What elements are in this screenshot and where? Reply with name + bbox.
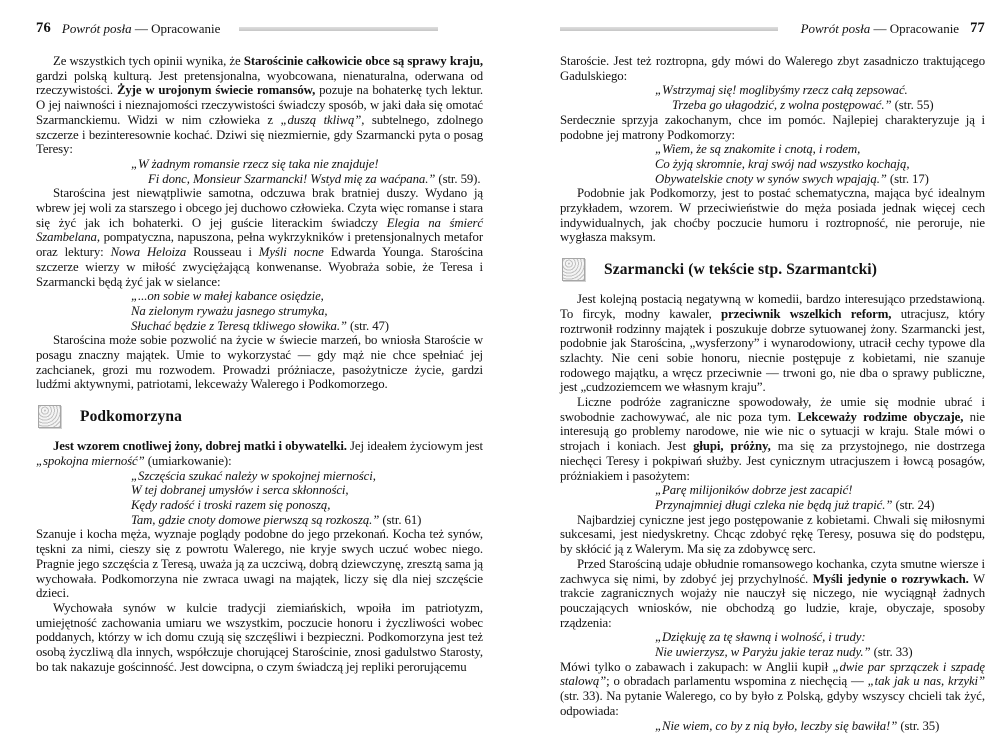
text-segment: Starościna może sobie pozwolić na życie w świecie marzeń, bo wniosła Staroście w posagu znaczny majątek. Umie to wykorzystać — gdy mąż nie chce spełniać jej zachcianek, grozi mu rozwodem. Prowadzi próżniacze, pasożytnicze życie, gardzi ludźmi aktywnymi, patriotami, lekceważy Walerego i Podkomorzego.: [36, 333, 483, 392]
verse-line: [560, 172, 985, 187]
text-segment: , subtelnego, zdolnego szczerze i bezinteresownie kochać. Dziwi się niezmiernie, gdy Szarmancki pyta o posag Teresy:: [36, 112, 484, 157]
verse-line: [36, 483, 483, 498]
page-77: [500, 0, 1000, 733]
text-segment: Tam, gdzie cnoty domowe pierwszą są rozkoszą.”: [131, 512, 380, 527]
text-segment: Jest wzorem cnotliwej żony, dobrej matki i obywatelki.: [53, 439, 347, 454]
text-segment: „Parę milijoników dobrze jest zacapić!: [655, 483, 853, 498]
text-segment: „spokojna mierność”: [36, 453, 145, 468]
verse-line: [560, 645, 985, 660]
verse-quote: [36, 289, 483, 333]
text-segment: gardzi polską kulturą. Jest pretensjonalna, wyobcowana, nienaturalna, oderwana od rzeczywistości.: [36, 68, 483, 98]
text-segment: „Wstrzymaj się! moglibyśmy rzecz całą zepsować.: [655, 83, 908, 98]
text-segment: Co żyją skromnie, kraj swój nad wszystko kochają,: [655, 156, 910, 171]
running-title-italic: Powrót posła: [61, 20, 132, 36]
running-head-right: [560, 20, 985, 37]
text-segment: Przynajmniej długi czleka nie będą już trapić.”: [655, 497, 893, 512]
text-segment: Edwarda Younga. Starościna szczerze wierzy w miłość zwyciężającą konwenanse. Wyobraża sobie, że Teresa i Szarmancki będą żyć jak w sielance:: [36, 245, 483, 289]
text-segment: Liczne podróże zagraniczne spowodowały, że umie się modnie ubrać i swobodnie zachowywać, ale nic poza tym.: [560, 395, 985, 424]
text-segment: Staroście. Jest też roztropna, gdy mówi do Walerego zbyt zasadniczo traktującego Gadulskiego:: [560, 54, 985, 83]
verse-line: [560, 483, 985, 498]
verse-line: [560, 498, 985, 513]
paragraph: [560, 557, 985, 631]
verse-line: [560, 98, 985, 113]
text-segment: Serdecznie sprzyja zakochanym, chce im pomóc. Najlepiej charakteryzuje ją i podobne jej matrony Podkomorzy:: [560, 112, 985, 142]
verse-line: [36, 157, 483, 172]
paragraph: [36, 333, 483, 392]
text-segment: (str. 24): [892, 497, 935, 512]
text-segment: Jej ideałem życiowym jest: [346, 439, 483, 454]
text-segment: (umiarkowanie):: [144, 453, 232, 468]
paragraph: [560, 660, 985, 719]
paragraph: [560, 113, 985, 142]
text-segment: Na zielonym ryważu jasnego strumyka,: [131, 303, 328, 318]
running-title-right: [801, 21, 960, 37]
text-segment: Żyje w urojonym świecie romansów,: [116, 83, 316, 98]
text-segment: Myśli nocne: [258, 245, 324, 260]
text-segment: Fi donc, Monsieur Szarmancki! Wstyd mię za waćpana.”: [148, 171, 436, 186]
text-segment: Kędy radość i troski razem się ponoszą,: [131, 497, 331, 512]
text-segment: (str. 61): [379, 512, 422, 527]
text-segment: utracjusz, który roztrwonił rodzinny majątek i poszukuje dobrze sytuowanej żony. Szarmancki jest, podobnie jak Starościna, „wysferzony” i wynarodowiony, utracił cechy typowe dla szlachty. Nie ceni sobie honoru, niecnie postępuje z kobietami, nie szanuje rodowego majątku, a wręcz przeciwnie — trwoni go, nie dba o sprawy publiczne, jest „cudzoziemcem we własnym kraju”.: [560, 306, 985, 395]
text-segment: Nie uwierzysz, w Paryżu jakie teraz nudy.”: [655, 645, 871, 660]
verse-quote: [36, 157, 483, 186]
text-segment: „Szczęścia szukać należy w spokojnej mierności,: [131, 468, 376, 483]
text-segment: Rousseau i: [186, 245, 259, 260]
verse-line: [560, 142, 985, 157]
paragraph: [560, 395, 985, 483]
verse-line: [36, 469, 483, 484]
text-segment: , pompatyczna, napuszona, pełna wykrzykników i pretensjonalnych metafor oraz lektury:: [36, 230, 483, 260]
text-segment: ; o obradach parlamentu wspomina z niechęcią —: [606, 674, 868, 689]
text-segment: (str. 55): [891, 98, 934, 113]
verse-line: [560, 630, 985, 645]
text-segment: W trakcie zagranicznych wojaży nie nauczył się niczego, nie wyciągnął żadnych pouczających wniosków, nie obchodzą go ludzie, kraje, obyczaje, sposoby rządzenia:: [560, 571, 985, 630]
running-head-left: [36, 20, 483, 37]
text-segment: Szanuje i kocha męża, wyznaje poglądy podobne do jego przekonań. Kocha też synów, tęskni za nimi, cieszy się z powrotu Walerego, nie kryje swych uczuć wobec niego. Pragnie jego szczęścia z Teresą, uważa ją za uczciwą, dobrą dziewczynę, zresztą sama ją wychowała. Podkomorzyna nie zwraca uwagi na majątek, liczy się dla niej szczęście dzieci.: [36, 527, 483, 601]
text-segment: (str. 59).: [435, 171, 481, 186]
text-segment: Nowa Heloiza: [110, 245, 187, 260]
page-number-left: 76: [36, 20, 51, 36]
text-segment: „...on sobie w małej kabance osiędzie,: [131, 289, 324, 304]
verse-quote: [36, 469, 483, 528]
text-segment: (str. 47): [346, 318, 389, 333]
section-heading: [38, 405, 483, 428]
ornament-icon: [562, 258, 585, 281]
text-segment: Trzeba go ułagodzić, z wolna postępować.”: [672, 98, 892, 113]
paragraph: [36, 186, 483, 289]
text-segment: Starościna jest niewątpliwie samotna, odczuwa brak bratniej duszy. Wydano ją wbrew jej woli za starszego i obcego jej duchowo człowieka. Czyta więc romanse i stara się żyć jak ich bohaterki. O jej guście literackim świadczy: [36, 186, 483, 230]
text-segment: Lekceważy rodzime obyczaje,: [797, 409, 964, 424]
text-segment: W tej dobranej umysłów i serca skłonności,: [131, 483, 349, 498]
running-title-italic: Powrót posła: [800, 20, 871, 36]
text-segment: „Nie wiem, co by z nią było, leczby się bawiła!”: [655, 718, 898, 733]
text-segment: ma się za przystojnego, nie dostrzega niechęci Teresy i pokpiwań służby. Jest cynicznym utracjuszem i łowcą posagów, próżniakiem i pasożytem:: [560, 439, 985, 483]
paragraph: [560, 54, 985, 83]
verse-line: [560, 83, 985, 98]
paragraph: [560, 186, 985, 245]
text-segment: Słuchać będzie z Teresą tkliwego słowika.”: [131, 318, 347, 333]
page-77-body: [560, 54, 985, 733]
paragraph: [560, 513, 985, 557]
text-segment: (str. 17): [886, 171, 929, 186]
text-segment: nie interesują go problemy narodowe, nie wie nic o sytuacji w kraju. Stale mówi o strojach i koniach. Jest: [560, 409, 986, 454]
text-segment: Obywatelskie cnoty w synów swych wpajają.”: [655, 171, 887, 186]
verse-line: [36, 289, 483, 304]
text-segment: „Dziękuję za tę sławną i wolność, i trudy:: [655, 630, 866, 645]
paragraph: [36, 527, 483, 601]
verse-line: [36, 304, 483, 319]
running-title-rest: — Opracowanie: [873, 20, 960, 36]
page-76: [0, 0, 500, 712]
text-segment: pozuje na bohaterkę tych lektur. O jej naiwności i nieznajomości rzeczywistości świadczy sposób, w jaki dała się omotać Szarmanckiemu. Widzi w nim człowieka z: [36, 83, 483, 127]
text-segment: „dwie par sprzączek i szpadę stalową”: [560, 659, 985, 689]
ornament-icon: [38, 405, 61, 428]
text-segment: Najbardziej cyniczne jest jego postępowanie z kobietami. Chwali się miłosnymi sukcesami, jest niedyskretny. Chcąc zdobyć rękę Teresy, posuwa się do podstępu, by skłócić ją z Walerym. Ma się za zdobywcę serc.: [560, 512, 985, 557]
header-rule-left: [239, 27, 438, 31]
verse-line: [36, 498, 483, 513]
paragraph: [560, 292, 985, 395]
paragraph: [36, 54, 483, 157]
section-heading-title: Szarmancki (w tekście stp. Szarmantcki): [604, 260, 877, 278]
text-segment: Jest kolejną postacią negatywną w komedii, bardzo interesująco przedstawioną. To fircyk, modny kawaler,: [560, 292, 985, 321]
text-segment: „duszą tkliwą”: [280, 112, 362, 127]
text-segment: głupi, próżny,: [693, 439, 771, 454]
verse-quote: [560, 142, 985, 186]
text-segment: przeciwnik wszelkich reform,: [720, 306, 892, 321]
text-segment: Myśli jedynie o rozrywkach.: [812, 571, 969, 586]
text-segment: Podobnie jak Podkomorzy, jest to postać schematyczna, mająca być idealnym przykładem, wzorem. W przeciwieństwie do męża posiada jednak więcej cech indywidualnych, jak choćby poczucie humoru i roztropność, nie peroruje, nie wygłasza maksym.: [560, 186, 985, 245]
section-heading: [562, 258, 985, 281]
text-segment: „tak jak u nas, krzyki”: [867, 674, 985, 689]
text-segment: Elegia na śmierć Szambelana: [36, 215, 483, 245]
section-heading-title: Podkomorzyna: [80, 407, 182, 425]
verse-line: [36, 172, 483, 187]
page-76-body: [36, 54, 483, 674]
text-segment: Ze wszystkich tych opinii wynika, że: [53, 54, 244, 68]
running-title-rest: — Opracowanie: [134, 20, 221, 36]
verse-line: [36, 513, 483, 528]
verse-quote: [560, 483, 985, 512]
verse-line: [36, 319, 483, 334]
text-segment: (str. 35): [897, 718, 940, 733]
verse-line: [560, 719, 985, 733]
paragraph: [36, 439, 483, 468]
page-number-right: 77: [970, 20, 985, 36]
text-segment: Starościnie całkowicie obce są sprawy kraju,: [243, 54, 483, 68]
text-segment: Wychowała synów w kulcie tradycji ziemiańskich, wpoiła im patriotyzm, umiejętność zachowania umiaru we wszystkim, poczucie honoru i życzliwości wobec poddanych, którzy w ich domu czują się szczęśliwi i bezpieczni. Podkomorzyna jest też osobą życzliwą dla innych, współczuje chorującej Starościnie, znosi gadulstwo Starosty, bo tak nakazuje gościnność. Jest dowcipna, o czym świadczą jej repliki perorującemu: [36, 600, 483, 674]
text-segment: „W żadnym romansie rzecz się taka nie znajduje!: [131, 156, 379, 171]
text-segment: „Wiem, że są znakomite i cnotą, i rodem,: [655, 142, 861, 157]
verse-quote: [560, 719, 985, 733]
text-segment: (str. 33): [870, 645, 913, 660]
text-segment: Przed Starościną udaje obłudnie romansowego kochanka, czyta smutne wiersze i zachwyca się nimi, by zdobyć jej przychylność.: [560, 556, 985, 586]
header-rule-right: [560, 27, 778, 31]
verse-line: [560, 157, 985, 172]
verse-quote: [560, 83, 985, 112]
paragraph: [36, 601, 483, 675]
running-title-left: [62, 21, 221, 37]
verse-quote: [560, 630, 985, 659]
text-segment: Mówi tylko o zabawach i zakupach: w Anglii kupił: [560, 659, 833, 674]
text-segment: (str. 33). Na pytanie Walerego, co by było z Polską, gdyby wszyscy chcieli tak żyć, odpowiada:: [560, 689, 985, 718]
